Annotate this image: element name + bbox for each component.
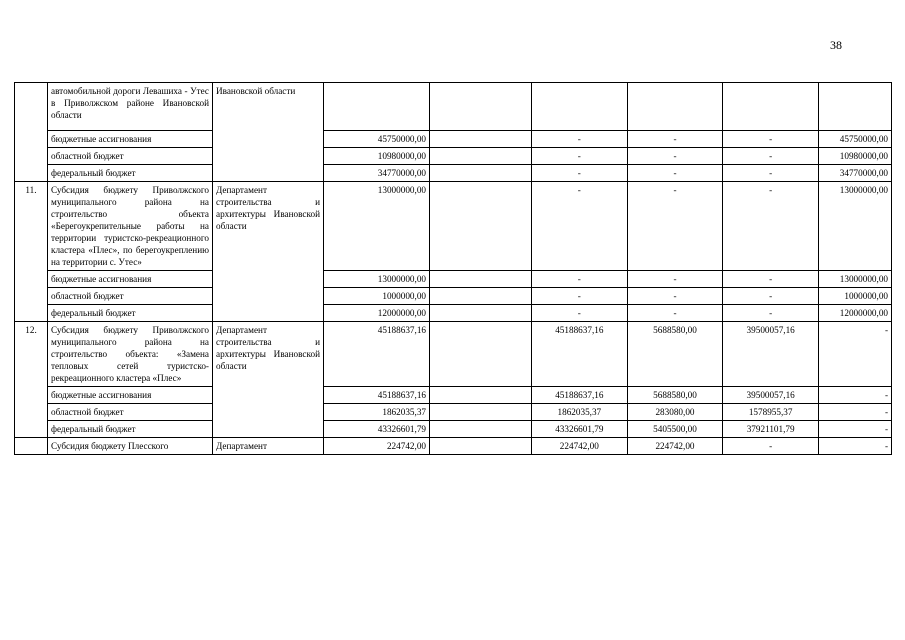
page-number: 38 <box>830 38 842 52</box>
year-cell: - <box>532 148 628 165</box>
measure-name: Субсидия бюджету Приволжского муниципального района на строительство объекта «Берегоукрепительные работы на территории туристско-рекреационного кластера «Плес», по берегоукреплению на территории с. Утес» <box>48 182 213 271</box>
funding-source: федеральный бюджет <box>48 165 213 182</box>
total-cell: 1862035,37 <box>324 404 430 421</box>
row-number-cell: 12. <box>15 322 48 438</box>
year-cell: - <box>819 387 892 404</box>
funding-source: областной бюджет <box>48 288 213 305</box>
year-cell: - <box>723 148 819 165</box>
year-cell: - <box>723 165 819 182</box>
year-cell: 45188637,16 <box>532 387 628 404</box>
year-cell <box>430 387 532 404</box>
year-cell: 45750000,00 <box>819 131 892 148</box>
year-cell: 1000000,00 <box>819 288 892 305</box>
year-cell: - <box>627 182 723 271</box>
executor-cell: Ивановской области <box>213 83 324 182</box>
table-row <box>15 165 892 182</box>
year-cell: - <box>532 288 628 305</box>
year-cell: - <box>627 165 723 182</box>
year-cell: - <box>819 322 892 387</box>
year-cell <box>532 83 628 131</box>
year-cell <box>430 438 532 455</box>
row-number-cell <box>15 83 48 182</box>
funding-source: областной бюджет <box>48 148 213 165</box>
total-cell: 45188637,16 <box>324 322 430 387</box>
table-row <box>15 305 892 322</box>
table-row <box>15 182 892 271</box>
funding-source: областной бюджет <box>48 404 213 421</box>
measure-name: Субсидия бюджету Плесского <box>48 438 213 455</box>
table-row <box>15 438 892 455</box>
year-cell: 39500057,16 <box>723 387 819 404</box>
funding-source: бюджетные ассигнования <box>48 387 213 404</box>
year-cell: 224742,00 <box>532 438 628 455</box>
year-cell: 10980000,00 <box>819 148 892 165</box>
executor-cell: Департамент строительства и архитектуры Ивановской области <box>213 322 324 438</box>
year-cell <box>430 322 532 387</box>
executor-cell: Департамент строительства и архитектуры Ивановской области <box>213 182 324 322</box>
table-row <box>15 322 892 387</box>
total-cell: 45188637,16 <box>324 387 430 404</box>
year-cell: 34770000,00 <box>819 165 892 182</box>
total-cell <box>324 83 430 131</box>
year-cell <box>723 83 819 131</box>
year-cell: 13000000,00 <box>819 182 892 271</box>
year-cell: - <box>532 165 628 182</box>
year-cell: 39500057,16 <box>723 322 819 387</box>
year-cell: 12000000,00 <box>819 305 892 322</box>
year-cell: 43326601,79 <box>532 421 628 438</box>
total-cell: 13000000,00 <box>324 271 430 288</box>
total-cell: 13000000,00 <box>324 182 430 271</box>
measure-name: Субсидия бюджету Приволжского муниципального района на строительство объекта: «Замена тепловых сетей туристско-рекреационного кластера «Плес» <box>48 322 213 387</box>
year-cell <box>430 271 532 288</box>
total-cell: 12000000,00 <box>324 305 430 322</box>
year-cell: - <box>819 421 892 438</box>
table-row <box>15 271 892 288</box>
row-number-cell: 11. <box>15 182 48 322</box>
measure-name: автомобильной дороги Левашиха - Утес в Приволжском районе Ивановской области <box>48 83 213 131</box>
year-cell: - <box>627 271 723 288</box>
year-cell: - <box>819 404 892 421</box>
year-cell: 5688580,00 <box>627 322 723 387</box>
table-row <box>15 421 892 438</box>
year-cell <box>627 83 723 131</box>
funding-source: бюджетные ассигнования <box>48 271 213 288</box>
year-cell <box>430 131 532 148</box>
year-cell: - <box>532 271 628 288</box>
year-cell: - <box>723 305 819 322</box>
year-cell: 224742,00 <box>627 438 723 455</box>
year-cell <box>430 148 532 165</box>
year-cell: 1578955,37 <box>723 404 819 421</box>
executor-cell: Департамент <box>213 438 324 455</box>
year-cell: 13000000,00 <box>819 271 892 288</box>
year-cell: 283080,00 <box>627 404 723 421</box>
year-cell: - <box>819 438 892 455</box>
total-cell: 10980000,00 <box>324 148 430 165</box>
total-cell: 45750000,00 <box>324 131 430 148</box>
total-cell: 1000000,00 <box>324 288 430 305</box>
year-cell: - <box>627 148 723 165</box>
total-cell: 43326601,79 <box>324 421 430 438</box>
year-cell <box>430 404 532 421</box>
table-row <box>15 288 892 305</box>
year-cell: - <box>723 271 819 288</box>
year-cell: - <box>532 305 628 322</box>
year-cell <box>430 305 532 322</box>
year-cell <box>430 165 532 182</box>
funding-source: бюджетные ассигнования <box>48 131 213 148</box>
funding-source: федеральный бюджет <box>48 305 213 322</box>
row-number-cell <box>15 438 48 455</box>
table-row <box>15 404 892 421</box>
table-row <box>15 131 892 148</box>
year-cell: 5405500,00 <box>627 421 723 438</box>
year-cell <box>430 83 532 131</box>
year-cell: - <box>723 288 819 305</box>
budget-table <box>14 82 892 455</box>
year-cell: - <box>627 131 723 148</box>
funding-source: федеральный бюджет <box>48 421 213 438</box>
year-cell: - <box>627 305 723 322</box>
total-cell: 34770000,00 <box>324 165 430 182</box>
year-cell: - <box>532 131 628 148</box>
year-cell: 1862035,37 <box>532 404 628 421</box>
table-row <box>15 148 892 165</box>
year-cell <box>430 421 532 438</box>
year-cell: - <box>627 288 723 305</box>
year-cell: - <box>723 438 819 455</box>
year-cell <box>430 288 532 305</box>
table-row <box>15 387 892 404</box>
total-cell: 224742,00 <box>324 438 430 455</box>
table-row <box>15 83 892 131</box>
year-cell: - <box>532 182 628 271</box>
year-cell: 37921101,79 <box>723 421 819 438</box>
year-cell <box>430 182 532 271</box>
year-cell: 5688580,00 <box>627 387 723 404</box>
year-cell: 45188637,16 <box>532 322 628 387</box>
year-cell: - <box>723 182 819 271</box>
year-cell <box>819 83 892 131</box>
year-cell: - <box>723 131 819 148</box>
